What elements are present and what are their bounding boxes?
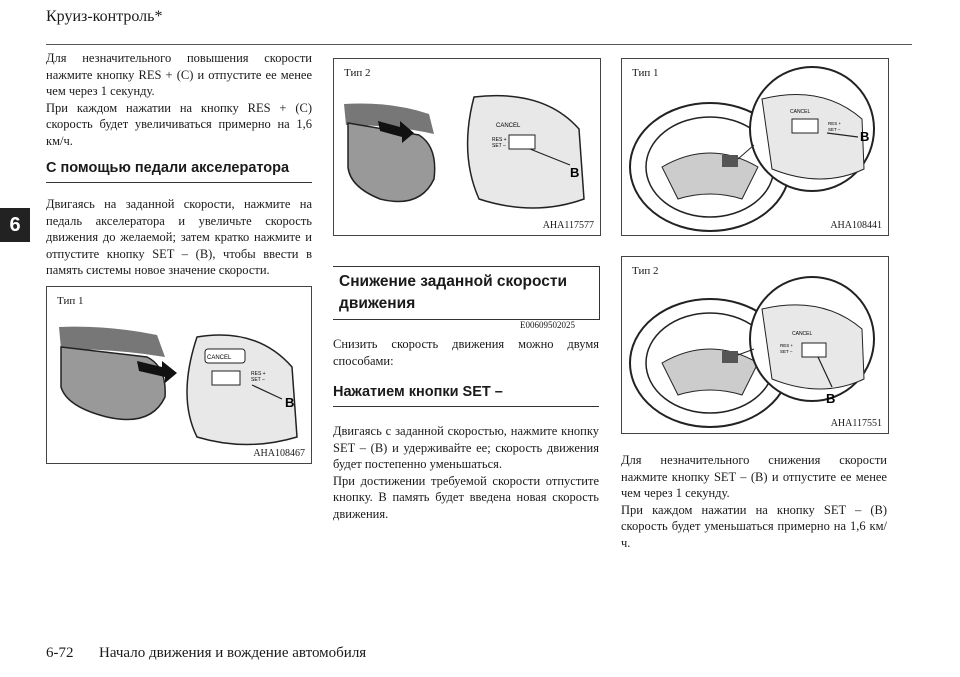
accelerator-paragraph: Двигаясь на заданной скорости, нажмите на педаль акселератора и увеличьте скорость движения до желаемой; затем кратко нажмите и отпустите кнопку SET – (B), чтобы ввести в память системы новое значение скорости. [46,197,312,277]
figure-code: AHA117577 [542,220,594,231]
box-heading [333,266,600,320]
right-paragraph-1: Для незначительного снижения скорости нажмите кнопку SET – (B) и отпустите ее менее чем через 1 секунду. [621,453,887,500]
chapter-title: Начало движения и вождение автомобиля [99,645,367,661]
right-paragraph-2: При каждом нажатии на кнопку SET – (B) скорость будет уменьшаться примерно на 1,6 км/ч. [621,502,887,550]
set-label: SET – [780,349,793,354]
set-paragraph-2: При достижении требуемой скорости отпустите кнопку. В память будет введена новая скорость движения. [333,473,599,521]
figure-label: Тип 1 [632,67,659,79]
figure-label: Тип 2 [344,67,371,79]
callout-b: B [860,129,870,144]
subheading-set-button: Нажатием кнопки SET – [333,384,503,400]
section-underline [46,182,312,183]
res-label: RES + [828,121,842,126]
callout-b: B [285,395,295,410]
set-label: SET – [492,143,506,149]
page-number: 6-72 [46,645,74,661]
figure-code: AHA108441 [830,220,882,231]
figure-middle-type2 [333,58,601,236]
reference-code: E00609502025 [520,320,575,330]
figure-label: Тип 1 [57,295,84,307]
cancel-label: CANCEL [496,123,521,129]
steering-wheel-illustration [622,59,888,235]
chapter-tab: 6 [0,208,30,242]
subheading-underline [333,406,599,407]
section-heading-accelerator: С помощью педали акселератора [46,160,290,176]
header-divider [46,44,912,45]
res-label: RES + [492,137,507,143]
res-label: RES + [780,343,794,348]
steering-switch-illustration [334,59,600,235]
steering-wheel-illustration [622,257,888,433]
set-label: SET – [828,127,841,132]
figure-code: AHA108467 [253,448,305,459]
intro-paragraph-1: Для незначительного повышения скорости нажмите кнопку RES + (C) и отпустите ее менее чем через 1 секунду. [46,51,312,98]
intro-paragraph-2: При каждом нажатии на кнопку RES + (C) скорость будет увеличиваться примерно на 1,6 км/ч. [46,100,312,148]
cancel-label: CANCEL [207,355,232,361]
cancel-label: CANCEL [792,331,813,337]
callout-b: B [826,391,836,406]
reduce-intro: Снизить скорость движения можно двумя способами: [333,337,599,368]
right-text [621,452,887,551]
box-heading-title: Снижение заданной скорости движения [339,273,568,312]
figure-label: Тип 2 [632,265,659,277]
figure-right-type1 [621,58,889,236]
header-title: Круиз-контроль* [46,8,163,25]
footer [46,645,366,662]
res-label: RES + [251,371,266,377]
left-intro [46,50,312,149]
steering-switch-illustration [47,287,311,463]
set-label: SET – [251,377,265,383]
set-button-text [333,423,599,522]
figure-left-type1 [46,286,312,464]
figure-right-type2 [621,256,889,434]
set-paragraph-1: Двигаясь с заданной скоростью, нажмите кнопку SET – (B) и удерживайте ее; скорость движения будет постепенно уменьшаться. [333,424,599,471]
callout-b: B [570,165,580,180]
cancel-label: CANCEL [790,109,811,115]
figure-code: AHA117551 [830,418,882,429]
